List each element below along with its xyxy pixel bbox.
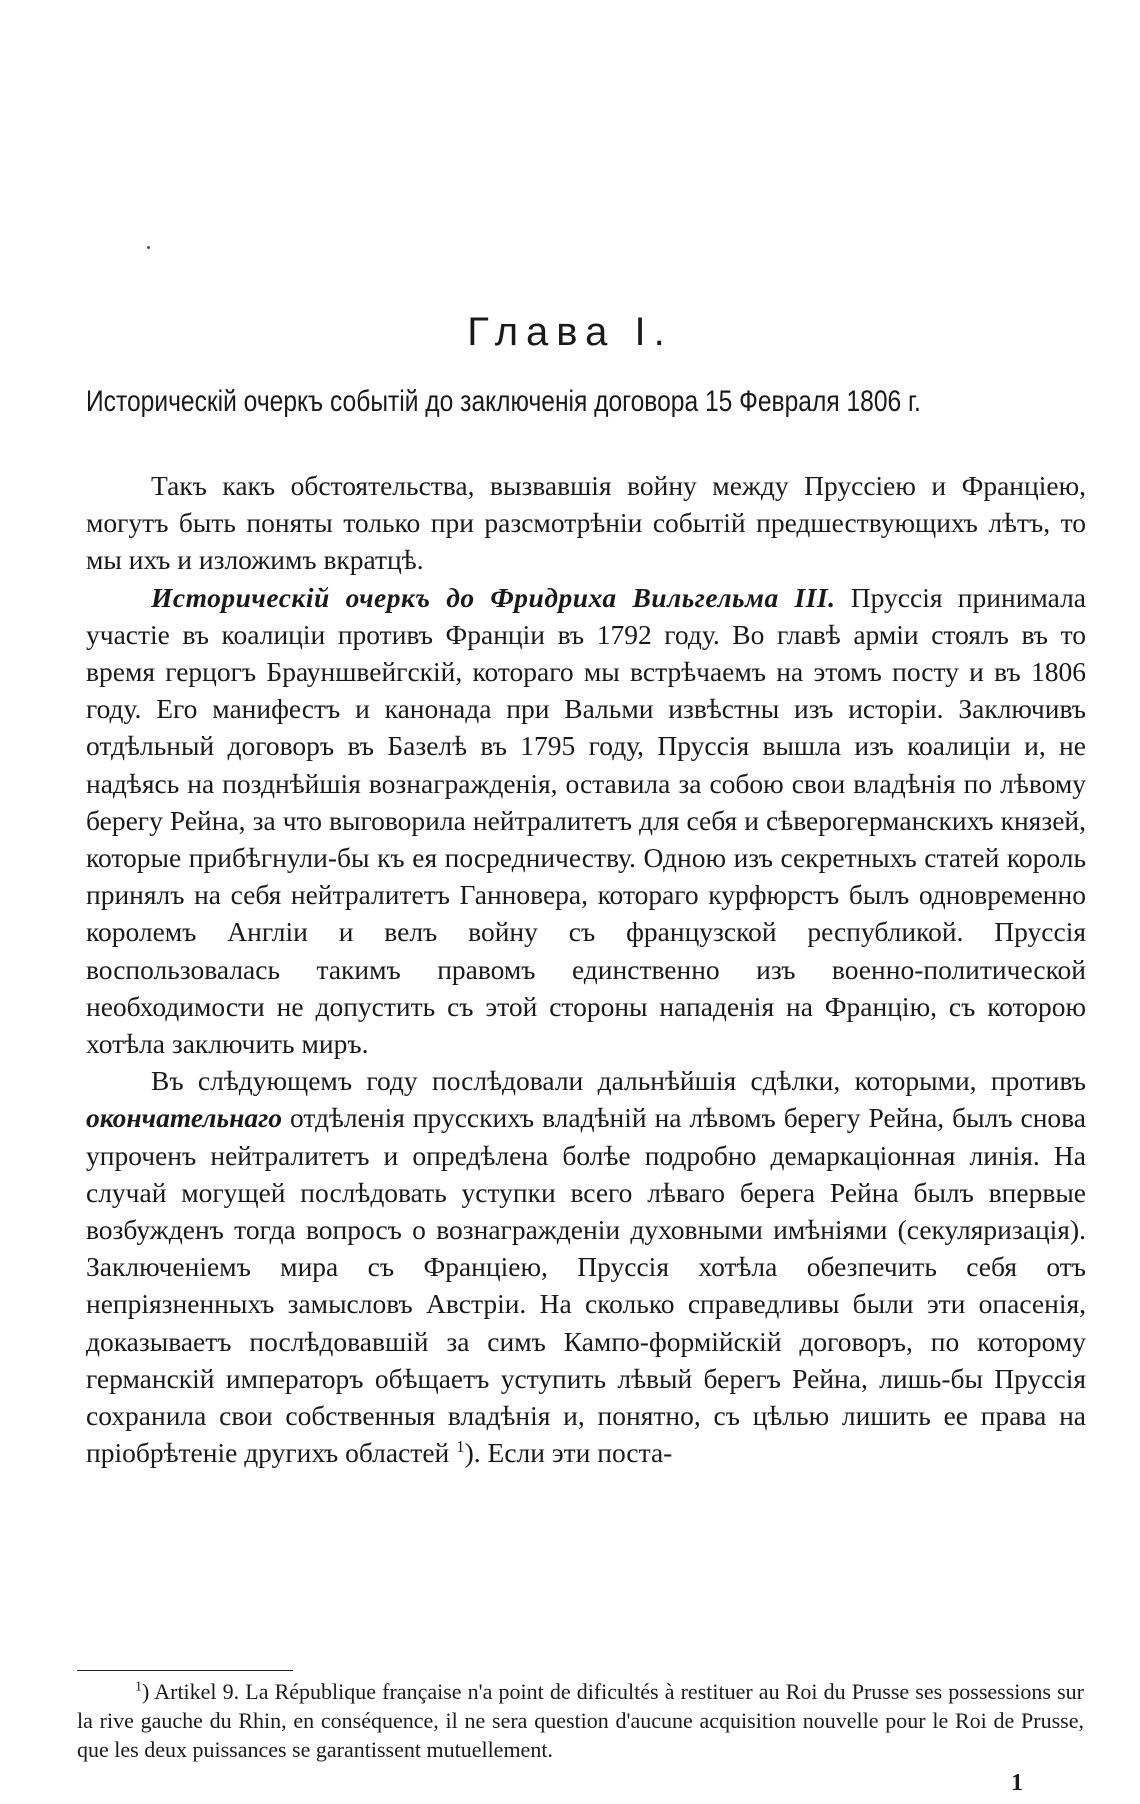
body-text — [86, 467, 1086, 1471]
page-number: 1 — [1011, 1770, 1023, 1796]
paragraph-1: Такъ какъ обстоятельства, вызвавшія войну между Пруссіею и Франціею, могутъ быть поняты только при разсмотрѣніи событій предшествующихъ лѣтъ, то мы ихъ и изложимъ вкратцѣ. — [86, 470, 1086, 576]
paragraph-3-start: Въ слѣдующемъ году послѣдовали дальнѣйшія сдѣлки, которыми, противъ — [151, 1065, 1086, 1097]
footnote-mark: 1 — [135, 1679, 142, 1695]
print-speck — [147, 246, 150, 249]
chapter-subtitle: Историческій очеркъ событій до заключенія договора 15 Февраля 1806 г. — [86, 385, 921, 418]
footnote-reference: 1 — [456, 1437, 465, 1457]
paragraph-2 — [86, 579, 1086, 1063]
run-in-heading: Историческій очеркъ до Фридриха Вильгельма III. — [151, 581, 836, 613]
paragraph-3-end: ). Если эти поста- — [464, 1437, 673, 1469]
chapter-title: Глава I. — [467, 310, 673, 354]
footnote — [77, 1677, 1084, 1764]
paragraph-3 — [86, 1062, 1086, 1471]
footnote-text: ) Artikel 9. La République française n'a point de dificultés à restituer au Roi du Prusse ses possessions sur la rive gauche du Rhin, en conséquence, il ne sera question d'aucune acquisition nouvelle pour le Roi de Prusse, que les deux puissances se garantissent mutuellement. — [77, 1679, 1084, 1762]
emphasized-word: окончательнаго — [86, 1102, 282, 1134]
footnote-divider — [77, 1670, 293, 1671]
paragraph-3-middle: отдѣленія прусскихъ владѣній на лѣвомъ берегу Рейна, былъ снова упроченъ нейтралитетъ и опредѣлена болѣе подробно демаркаціонная линія. На случай могущей послѣдовать уступки всего лѣваго берега Рейна былъ впервые возбужденъ тогда вопросъ о вознагражденіи духовными имѣніями (секуляризація). Заключеніемъ мира съ Франціею, Пруссія хотѣла обезпечить себя отъ непріязненныхъ замысловъ Австріи. На сколько справедливы были эти опасенія, доказываетъ послѣдовавшій за симъ Кампо-формійскій договоръ, по которому германскій императоръ обѣщаетъ уступить лѣвый берегъ Рейна, лишь-бы Пруссія сохранила свои собственныя владѣнія и, понятно, съ цѣлью лишить ее права на пріобрѣтеніе другихъ областей — [86, 1102, 1086, 1469]
paragraph-2-text: Пруссія принимала участіе въ коалиціи противъ Франціи въ 1792 году. Во главѣ арміи стоялъ въ то время герцогъ Брауншвейгскій, котораго мы встрѣчаемъ на этомъ посту и въ 1806 году. Его манифестъ и канонада при Вальми извѣстны изъ исторіи. Заключивъ отдѣльный договоръ въ Базелѣ въ 1795 году, Пруссія вышла изъ коалиціи и, не надѣясь на позднѣйшія вознагражденія, оставила за собою свои владѣнія по лѣвому берегу Рейна, за что выговорила нейтралитетъ для себя и сѣверогерманскихъ князей, которые прибѣгнули-бы къ ея посредничеству. Одною изъ секретныхъ статей король принялъ на себя нейтралитетъ Ганновера, котораго курфюрстъ былъ одновременно королемъ Англіи и велъ войну съ французской республикой. Пруссія воспользовалась такимъ правомъ единственно изъ военно-политической необходимости не допустить съ этой стороны нападенія на Францію, съ которою хотѣла заключить миръ. — [86, 581, 1086, 1060]
